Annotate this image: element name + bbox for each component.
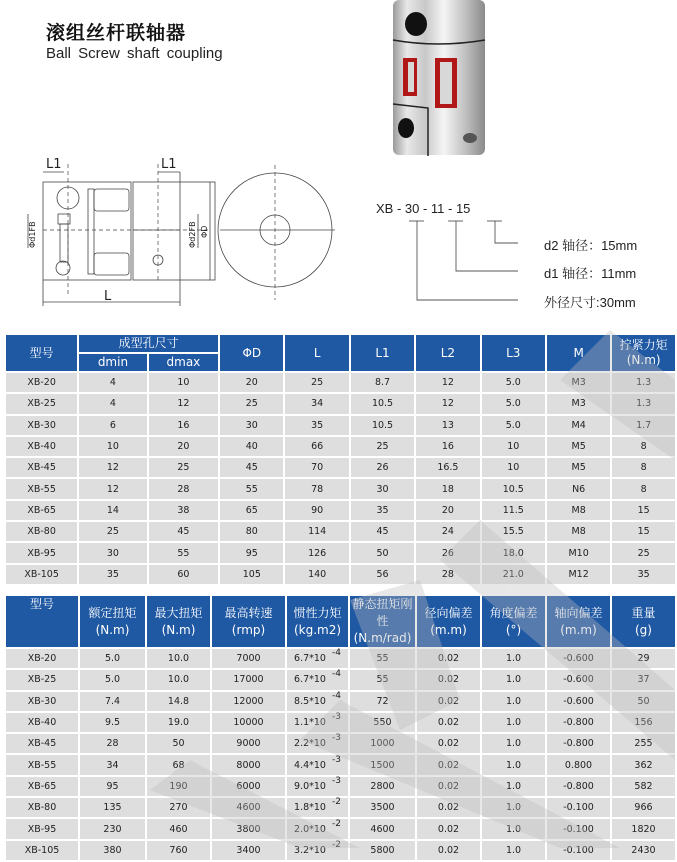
- table-cell: 15: [612, 522, 675, 541]
- col-bore-group: 成型孔尺寸: [79, 335, 218, 352]
- table-cell: 12: [79, 479, 146, 498]
- table-cell: [287, 755, 348, 774]
- inertia-mantissa: 8.5*10: [294, 695, 326, 707]
- table-cell: M12: [547, 565, 610, 584]
- col-header-unit: (N.m): [95, 622, 130, 637]
- table-cell: 29: [612, 649, 675, 668]
- table-cell: 55: [149, 543, 218, 562]
- col-header-title: 角度偏差: [489, 605, 538, 620]
- dim-l: L: [104, 289, 112, 304]
- table-row: [6, 713, 675, 732]
- inertia-exponent: -4: [331, 648, 341, 659]
- table-cell: -0.800: [547, 734, 610, 753]
- table-cell: 38: [149, 501, 218, 520]
- table-cell: 19.0: [147, 713, 210, 732]
- table-cell: [287, 734, 348, 753]
- table-cell: 1500: [350, 755, 415, 774]
- table-cell: 380: [80, 841, 145, 860]
- col-header: [287, 596, 348, 647]
- col-header: [482, 596, 545, 647]
- table-cell: XB-45: [6, 734, 78, 753]
- col-header-unit: (g): [635, 622, 652, 637]
- table-row: [6, 416, 675, 435]
- table-cell: 0.02: [417, 649, 480, 668]
- table-cell: 270: [147, 798, 210, 817]
- table-row: [6, 798, 675, 817]
- table-cell: 50: [147, 734, 210, 753]
- table-cell: -0.600: [547, 649, 610, 668]
- table-cell: -0.100: [547, 798, 610, 817]
- table-cell: 66: [285, 437, 348, 456]
- col-header: [80, 596, 145, 647]
- table-cell: 3500: [350, 798, 415, 817]
- table-cell: 24: [416, 522, 479, 541]
- table-cell: -0.800: [547, 777, 610, 796]
- table-cell: 2430: [612, 841, 675, 860]
- table-cell: 55: [350, 649, 415, 668]
- table-cell: XB-40: [6, 437, 77, 456]
- d1-label: d1 轴径：11mm: [544, 266, 637, 281]
- table-cell: 15.5: [482, 522, 545, 541]
- table-cell: 1.3: [612, 394, 675, 413]
- table-cell: -0.100: [547, 841, 610, 860]
- table-cell: 190: [147, 777, 210, 796]
- table-cell: -0.600: [547, 670, 610, 689]
- inertia-mantissa: 1.1*10: [294, 717, 326, 729]
- table-cell: 126: [285, 543, 348, 562]
- table-cell: -0.800: [547, 713, 610, 732]
- table-cell: 25: [351, 437, 414, 456]
- table-cell: XB-95: [6, 543, 77, 562]
- table-row: [6, 841, 675, 860]
- table-cell: M8: [547, 501, 610, 520]
- col-header-title: 静态扭矩刚性: [352, 597, 413, 628]
- table-cell: 5.0: [80, 670, 145, 689]
- table-cell: 10.0: [147, 670, 210, 689]
- col-header-title: 惯性力矩: [293, 605, 342, 620]
- table-cell: 4: [79, 394, 146, 413]
- inertia-exponent: -2: [331, 797, 341, 808]
- table-cell: 20: [416, 501, 479, 520]
- col-torque-line1: 拧紧力矩: [619, 338, 668, 352]
- table-cell: 4600: [212, 798, 285, 817]
- col-L2: L2: [416, 335, 479, 371]
- table-row: [6, 777, 675, 796]
- col-header-title: 额定扭矩: [88, 605, 137, 620]
- table-row: [6, 543, 675, 562]
- table-row: [6, 501, 675, 520]
- table-cell: XB-40: [6, 713, 78, 732]
- table-cell: XB-45: [6, 458, 77, 477]
- table-cell: 0.02: [417, 670, 480, 689]
- table-row: [6, 670, 675, 689]
- table-cell: 26: [416, 543, 479, 562]
- table-row: [6, 649, 675, 668]
- table-cell: XB-20: [6, 373, 77, 392]
- table-cell: 15: [612, 501, 675, 520]
- table-cell: 5.0: [482, 394, 545, 413]
- col-torque-line2: (N.m): [626, 353, 661, 367]
- table-cell: 9000: [212, 734, 285, 753]
- table-cell: 5800: [350, 841, 415, 860]
- table-cell: 0.02: [417, 713, 480, 732]
- inertia-exponent: -3: [331, 754, 341, 765]
- table-row: [6, 819, 675, 838]
- inertia-mantissa: 2.2*10: [294, 738, 326, 750]
- table-cell: 7000: [212, 649, 285, 668]
- table-cell: 25: [285, 373, 348, 392]
- table-cell: 78: [285, 479, 348, 498]
- table-cell: 0.02: [417, 798, 480, 817]
- table-row: [6, 565, 675, 584]
- table-cell: 9.5: [80, 713, 145, 732]
- table-cell: 140: [285, 565, 348, 584]
- table-cell: 5.0: [482, 373, 545, 392]
- col-header: [350, 596, 415, 647]
- table-cell: 35: [612, 565, 675, 584]
- col-header-title: 轴向偏差: [554, 605, 603, 620]
- inertia-mantissa: 6.7*10: [294, 653, 326, 665]
- table-cell: M3: [547, 394, 610, 413]
- table-cell: 30: [79, 543, 146, 562]
- table-cell: [287, 713, 348, 732]
- table-cell: 1.3: [612, 373, 675, 392]
- table-cell: 56: [351, 565, 414, 584]
- table-cell: 105: [220, 565, 283, 584]
- col-header: [612, 596, 675, 647]
- inertia-exponent: -4: [331, 690, 341, 701]
- table-cell: 20: [149, 437, 218, 456]
- table-cell: 10.5: [482, 479, 545, 498]
- dim-l1-left: L1: [46, 157, 62, 172]
- table-cell: [287, 819, 348, 838]
- table-cell: XB-25: [6, 394, 77, 413]
- table-cell: 17000: [212, 670, 285, 689]
- table-cell: 6: [79, 416, 146, 435]
- inertia-exponent: -4: [331, 669, 341, 680]
- table-cell: XB-55: [6, 479, 77, 498]
- table-row: [6, 479, 675, 498]
- table-cell: 0.02: [417, 841, 480, 860]
- table-cell: 966: [612, 798, 675, 817]
- d2-label: d2 轴径：15mm: [544, 238, 638, 253]
- col-D: ΦD: [220, 335, 283, 371]
- table-cell: 95: [220, 543, 283, 562]
- table-cell: 25: [612, 543, 675, 562]
- col-header-unit: (N.m/rad): [353, 631, 412, 645]
- table-cell: [287, 841, 348, 860]
- table-cell: 460: [147, 819, 210, 838]
- table-cell: 35: [351, 501, 414, 520]
- table-cell: 18.0: [482, 543, 545, 562]
- table-row: [6, 734, 675, 753]
- table-cell: N6: [547, 479, 610, 498]
- od-label: 外径尺寸:30mm: [544, 295, 636, 310]
- performance-table: [4, 594, 677, 862]
- inertia-exponent: -3: [331, 733, 341, 744]
- table-cell: 30: [351, 479, 414, 498]
- table-cell: 10: [482, 437, 545, 456]
- table-cell: [287, 670, 348, 689]
- table-cell: XB-30: [6, 692, 78, 711]
- table-cell: XB-30: [6, 416, 77, 435]
- col-L1: L1: [351, 335, 414, 371]
- table-cell: XB-55: [6, 755, 78, 774]
- col-M: M: [547, 335, 610, 371]
- table-cell: 72: [350, 692, 415, 711]
- table-cell: 35: [285, 416, 348, 435]
- table-cell: 28: [416, 565, 479, 584]
- dim-d2: Φd2FB: [188, 221, 197, 248]
- table-cell: M5: [547, 437, 610, 456]
- inertia-mantissa: 2.0*10: [294, 823, 326, 835]
- table-cell: 1.0: [482, 649, 545, 668]
- table-cell: XB-80: [6, 798, 78, 817]
- dimension-drawing: [20, 150, 340, 310]
- table-cell: XB-105: [6, 841, 78, 860]
- table-cell: 12000: [212, 692, 285, 711]
- table-row: [6, 692, 675, 711]
- table-cell: 8: [612, 458, 675, 477]
- table-cell: 1.0: [482, 670, 545, 689]
- dim-d1: Φd1FB: [28, 221, 37, 248]
- table-cell: M4: [547, 416, 610, 435]
- table-cell: 16.5: [416, 458, 479, 477]
- table-cell: M5: [547, 458, 610, 477]
- table-cell: 10: [149, 373, 218, 392]
- table-cell: 4: [79, 373, 146, 392]
- table-cell: 21.0: [482, 565, 545, 584]
- table-cell: 11.5: [482, 501, 545, 520]
- col-L: L: [285, 335, 348, 371]
- table-cell: 10.5: [351, 416, 414, 435]
- table-cell: 12: [416, 394, 479, 413]
- table-cell: 25: [79, 522, 146, 541]
- table-cell: 1000: [350, 734, 415, 753]
- col-header: [417, 596, 480, 647]
- col-header-unit: (rmp): [231, 622, 266, 637]
- table-cell: 50: [351, 543, 414, 562]
- table-cell: 7.4: [80, 692, 145, 711]
- table-cell: 90: [285, 501, 348, 520]
- table-cell: 45: [149, 522, 218, 541]
- table-cell: 1.7: [612, 416, 675, 435]
- table-cell: 10.5: [351, 394, 414, 413]
- table-cell: 20: [220, 373, 283, 392]
- table-cell: 6000: [212, 777, 285, 796]
- table-cell: 1.0: [482, 841, 545, 860]
- inertia-mantissa: 6.7*10: [294, 674, 326, 686]
- col-dmax: dmax: [149, 354, 218, 371]
- col-header-title: 最高转速: [224, 605, 273, 620]
- table-cell: 16: [149, 416, 218, 435]
- page-title-cn: 滚组丝杆联轴器: [46, 22, 187, 44]
- dim-l1-right: L1: [161, 157, 177, 172]
- col-header-unit: (N.m): [161, 622, 196, 637]
- table-cell: XB-25: [6, 670, 78, 689]
- table-cell: 156: [612, 713, 675, 732]
- table-cell: 45: [351, 522, 414, 541]
- table-cell: 8000: [212, 755, 285, 774]
- col-header: [212, 596, 285, 647]
- table-cell: M3: [547, 373, 610, 392]
- inertia-mantissa: 9.0*10: [294, 780, 326, 792]
- col-model: 型号: [6, 335, 77, 371]
- table-cell: 1.0: [482, 692, 545, 711]
- table-cell: 0.02: [417, 692, 480, 711]
- col-L3: L3: [482, 335, 545, 371]
- table-cell: -0.100: [547, 819, 610, 838]
- table-cell: 70: [285, 458, 348, 477]
- table-cell: 13: [416, 416, 479, 435]
- page-title-en: Ball Screw shaft coupling: [46, 45, 223, 62]
- col-header-title: 最大扭矩: [154, 605, 203, 620]
- table-cell: 1.0: [482, 734, 545, 753]
- table-cell: 65: [220, 501, 283, 520]
- table-cell: 255: [612, 734, 675, 753]
- table-cell: XB-65: [6, 501, 77, 520]
- dim-D: ΦD: [200, 225, 209, 238]
- table-cell: 28: [149, 479, 218, 498]
- table-cell: 25: [220, 394, 283, 413]
- table-cell: 80: [220, 522, 283, 541]
- table-cell: [287, 692, 348, 711]
- table-row: [6, 437, 675, 456]
- table-cell: -0.600: [547, 692, 610, 711]
- table-cell: 0.02: [417, 819, 480, 838]
- table-cell: XB-20: [6, 649, 78, 668]
- table-cell: 1.0: [482, 777, 545, 796]
- table-cell: 4600: [350, 819, 415, 838]
- table-cell: [287, 777, 348, 796]
- table-cell: 0.02: [417, 755, 480, 774]
- table-cell: 68: [147, 755, 210, 774]
- table-cell: XB-65: [6, 777, 78, 796]
- table-cell: 582: [612, 777, 675, 796]
- col-header-unit: (°): [505, 622, 522, 637]
- table-cell: 10: [482, 458, 545, 477]
- table-cell: 0.800: [547, 755, 610, 774]
- table-cell: 55: [220, 479, 283, 498]
- table-cell: 135: [80, 798, 145, 817]
- table-cell: 12: [416, 373, 479, 392]
- table-cell: 55: [350, 670, 415, 689]
- table-row: [6, 522, 675, 541]
- table-cell: 30: [220, 416, 283, 435]
- table-cell: 760: [147, 841, 210, 860]
- table-cell: 114: [285, 522, 348, 541]
- table-cell: 14: [79, 501, 146, 520]
- inertia-mantissa: 3.2*10: [294, 844, 326, 856]
- table-cell: 18: [416, 479, 479, 498]
- table-cell: 25: [149, 458, 218, 477]
- table-cell: 8.7: [351, 373, 414, 392]
- coupling-photo: [388, 0, 488, 156]
- table-cell: 1.0: [482, 755, 545, 774]
- table-cell: M10: [547, 543, 610, 562]
- table-cell: 1.0: [482, 819, 545, 838]
- table-cell: [287, 798, 348, 817]
- inertia-mantissa: 1.8*10: [294, 802, 326, 814]
- table-cell: 12: [149, 394, 218, 413]
- inertia-exponent: -3: [331, 712, 341, 723]
- table-cell: XB-80: [6, 522, 77, 541]
- table-cell: 3400: [212, 841, 285, 860]
- table-cell: 50: [612, 692, 675, 711]
- table-cell: 16: [416, 437, 479, 456]
- col-header: [147, 596, 210, 647]
- table-cell: 1.0: [482, 713, 545, 732]
- table-cell: 37: [612, 670, 675, 689]
- table-cell: 230: [80, 819, 145, 838]
- table-cell: 26: [351, 458, 414, 477]
- dimensions-table: [4, 333, 677, 586]
- table-cell: [287, 649, 348, 668]
- col-torque: [612, 335, 675, 371]
- col-header: [6, 596, 78, 647]
- model-code-diagram: [368, 195, 668, 315]
- table-cell: 45: [220, 458, 283, 477]
- table-row: [6, 373, 675, 392]
- inertia-exponent: -2: [331, 839, 341, 850]
- col-header: [547, 596, 610, 647]
- inertia-mantissa: 4.4*10: [294, 759, 326, 771]
- table-cell: 362: [612, 755, 675, 774]
- col-header-title: 重量: [631, 605, 656, 620]
- table-cell: 8: [612, 479, 675, 498]
- inertia-exponent: -2: [331, 818, 341, 829]
- table-cell: 10.0: [147, 649, 210, 668]
- table-cell: 1.0: [482, 798, 545, 817]
- col-dmin: dmin: [79, 354, 146, 371]
- table-row: [6, 458, 675, 477]
- table-cell: 34: [80, 755, 145, 774]
- col-header-unit: (m.m): [430, 622, 467, 637]
- table-cell: 2800: [350, 777, 415, 796]
- table-cell: 0.02: [417, 777, 480, 796]
- table-cell: 3800: [212, 819, 285, 838]
- table-cell: 0.02: [417, 734, 480, 753]
- table-cell: 5.0: [482, 416, 545, 435]
- table-cell: 8: [612, 437, 675, 456]
- table-cell: 40: [220, 437, 283, 456]
- col-header-title: 型号: [29, 597, 54, 611]
- table-cell: 12: [79, 458, 146, 477]
- table-cell: 14.8: [147, 692, 210, 711]
- inertia-exponent: -3: [331, 775, 341, 786]
- table-cell: 1820: [612, 819, 675, 838]
- table-cell: 5.0: [80, 649, 145, 668]
- table-cell: 95: [80, 777, 145, 796]
- col-header-title: 径向偏差: [424, 605, 473, 620]
- table-cell: XB-105: [6, 565, 77, 584]
- table-cell: 10000: [212, 713, 285, 732]
- table-cell: 35: [79, 565, 146, 584]
- table-row: [6, 394, 675, 413]
- table-row: [6, 755, 675, 774]
- table-cell: M8: [547, 522, 610, 541]
- table-cell: 34: [285, 394, 348, 413]
- col-header-unit: (kg.m2): [293, 622, 342, 637]
- table-cell: 10: [79, 437, 146, 456]
- table-cell: 28: [80, 734, 145, 753]
- col-header-unit: (m.m): [560, 622, 597, 637]
- model-code: XB - 30 - 11 - 15: [376, 201, 471, 216]
- table-cell: 550: [350, 713, 415, 732]
- table-cell: 60: [149, 565, 218, 584]
- table-cell: XB-95: [6, 819, 78, 838]
